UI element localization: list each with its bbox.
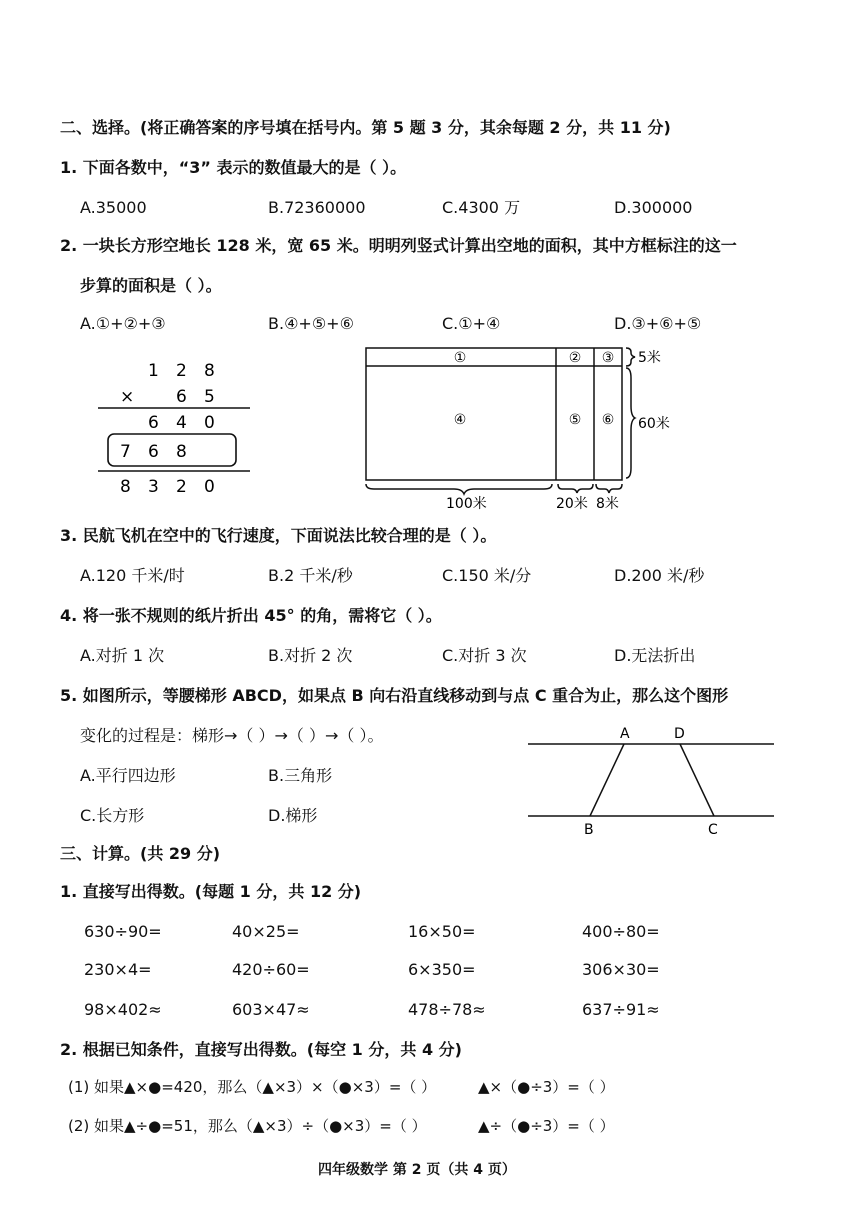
calc-digit: 0 xyxy=(204,477,215,497)
region-2-label: ② xyxy=(568,350,582,366)
point-b-label: B xyxy=(584,822,594,838)
calc-digit: 6 xyxy=(176,387,187,407)
calc-item: 40×25= xyxy=(232,922,300,941)
section-3-heading: 三、计算。(共 29 分) xyxy=(60,844,221,863)
brace-60m xyxy=(626,368,635,478)
calc-digit: 8 xyxy=(176,442,187,462)
calc-item: 230×4= xyxy=(84,960,152,979)
calc-digit: 1 xyxy=(148,361,159,381)
multiply-sign: × xyxy=(120,387,135,407)
q5-option-c: C.长方形 xyxy=(80,806,145,825)
question-4-stem: 4. 将一张不规则的纸片折出 45° 的角，需将它（ ）。 xyxy=(60,606,442,625)
q1-option-c: C.4300 万 xyxy=(442,198,521,217)
width-20m-label: 20米 xyxy=(556,496,588,512)
point-d-label: D xyxy=(674,726,685,742)
calc-digit: 7 xyxy=(120,442,131,462)
width-100m-label: 100米 xyxy=(446,496,487,512)
calc-item: 6×350= xyxy=(408,960,476,979)
calc-digit: 6 xyxy=(148,413,159,433)
calc-digit: 4 xyxy=(176,413,187,433)
brace-5m xyxy=(626,348,635,366)
calc-digit: 6 xyxy=(148,442,159,462)
page-footer: 四年级数学 第 2 页（共 4 页） xyxy=(318,1162,516,1178)
calc-question-1-title: 1. 直接写出得数。(每题 1 分，共 12 分) xyxy=(60,882,362,901)
q2-option-a: A.①+②+③ xyxy=(80,314,166,333)
q4-option-c: C.对折 3 次 xyxy=(442,646,527,665)
question-3-stem: 3. 民航飞机在空中的飞行速度，下面说法比较合理的是（ ）。 xyxy=(60,526,497,545)
condition-line-2-second: ▲÷（●÷3）=（ ） xyxy=(478,1117,615,1135)
q1-option-a: A.35000 xyxy=(80,198,147,217)
q3-option-d: D.200 米/秒 xyxy=(614,566,705,585)
calc-item: 603×47≈ xyxy=(232,1000,310,1019)
calc-digit: 8 xyxy=(120,477,131,497)
calc-digit: 2 xyxy=(176,361,187,381)
area-diagram xyxy=(360,342,680,514)
condition-line-1-second: ▲×（●÷3）=（ ） xyxy=(478,1078,615,1096)
point-c-label: C xyxy=(708,822,718,838)
calc-item: 420÷60= xyxy=(232,960,310,979)
side-dc xyxy=(680,744,714,816)
region-1-label: ① xyxy=(453,350,467,366)
brace-8m xyxy=(596,484,622,493)
calc-question-2-title: 2. 根据已知条件，直接写出得数。(每空 1 分，共 4 分) xyxy=(60,1040,462,1059)
q2-option-d: D.③+⑥+⑤ xyxy=(614,314,702,333)
q2-option-b: B.④+⑤+⑥ xyxy=(268,314,354,333)
q5-option-a: A.平行四边形 xyxy=(80,766,176,785)
section-2-heading: 二、选择。(将正确答案的序号填在括号内。第 5 题 3 分，其余每题 2 分，共 11 分) xyxy=(60,118,671,137)
q4-option-b: B.对折 2 次 xyxy=(268,646,353,665)
calc-item: 306×30= xyxy=(582,960,660,979)
height-60m-label: 60米 xyxy=(638,416,670,432)
calc-item: 637÷91≈ xyxy=(582,1000,660,1019)
calc-item: 630÷90= xyxy=(84,922,162,941)
q4-option-d: D.无法折出 xyxy=(614,646,696,665)
question-2-stem-line2: 步算的面积是（ ）。 xyxy=(80,276,222,295)
condition-line-1: (1) 如果▲×●=420，那么（▲×3）×（●×3）=（ ） xyxy=(68,1078,437,1096)
condition-line-2: (2) 如果▲÷●=51，那么（▲×3）÷（●×3）=（ ） xyxy=(68,1117,427,1135)
calc-digit: 0 xyxy=(204,413,215,433)
calc-digit: 8 xyxy=(204,361,215,381)
calc-digit: 5 xyxy=(204,387,215,407)
calc-item: 478÷78≈ xyxy=(408,1000,486,1019)
brace-20m xyxy=(558,484,593,493)
calc-digit: 2 xyxy=(176,477,187,497)
question-1-stem: 1. 下面各数中，“3” 表示的数值最大的是（ ）。 xyxy=(60,158,407,177)
calc-item: 16×50= xyxy=(408,922,476,941)
region-4-label: ④ xyxy=(453,412,467,428)
region-3-label: ③ xyxy=(601,350,615,366)
vertical-multiplication xyxy=(90,352,260,502)
question-2-stem-line1: 2. 一块长方形空地长 128 米，宽 65 米。明明列竖式计算出空地的面积，其中方框标注的这一 xyxy=(60,236,737,255)
height-5m-label: 5米 xyxy=(638,350,661,366)
q2-option-c: C.①+④ xyxy=(442,314,501,333)
q5-option-b: B.三角形 xyxy=(268,766,333,785)
q1-option-b: B.72360000 xyxy=(268,198,366,217)
question-5-stem-line2: 变化的过程是：梯形→（ ）→（ ）→（ ）。 xyxy=(80,726,384,745)
calc-item: 400÷80= xyxy=(582,922,660,941)
q5-option-d: D.梯形 xyxy=(268,806,318,825)
q3-option-c: C.150 米/分 xyxy=(442,566,532,585)
q3-option-b: B.2 千米/秒 xyxy=(268,566,353,585)
region-6-label: ⑥ xyxy=(601,412,615,428)
trapezoid-figure xyxy=(524,724,776,840)
q4-option-a: A.对折 1 次 xyxy=(80,646,165,665)
point-a-label: A xyxy=(620,726,630,742)
calc-item: 98×402≈ xyxy=(84,1000,162,1019)
calc-digit: 3 xyxy=(148,477,159,497)
region-5-label: ⑤ xyxy=(568,412,582,428)
brace-100m xyxy=(366,484,552,494)
side-ab xyxy=(590,744,624,816)
q3-option-a: A.120 千米/时 xyxy=(80,566,185,585)
width-8m-label: 8米 xyxy=(596,496,619,512)
question-5-stem-line1: 5. 如图所示，等腰梯形 ABCD，如果点 B 向右沿直线移动到与点 C 重合为止，那么这个图形 xyxy=(60,686,729,705)
q1-option-d: D.300000 xyxy=(614,198,693,217)
outer-rectangle xyxy=(366,348,622,480)
